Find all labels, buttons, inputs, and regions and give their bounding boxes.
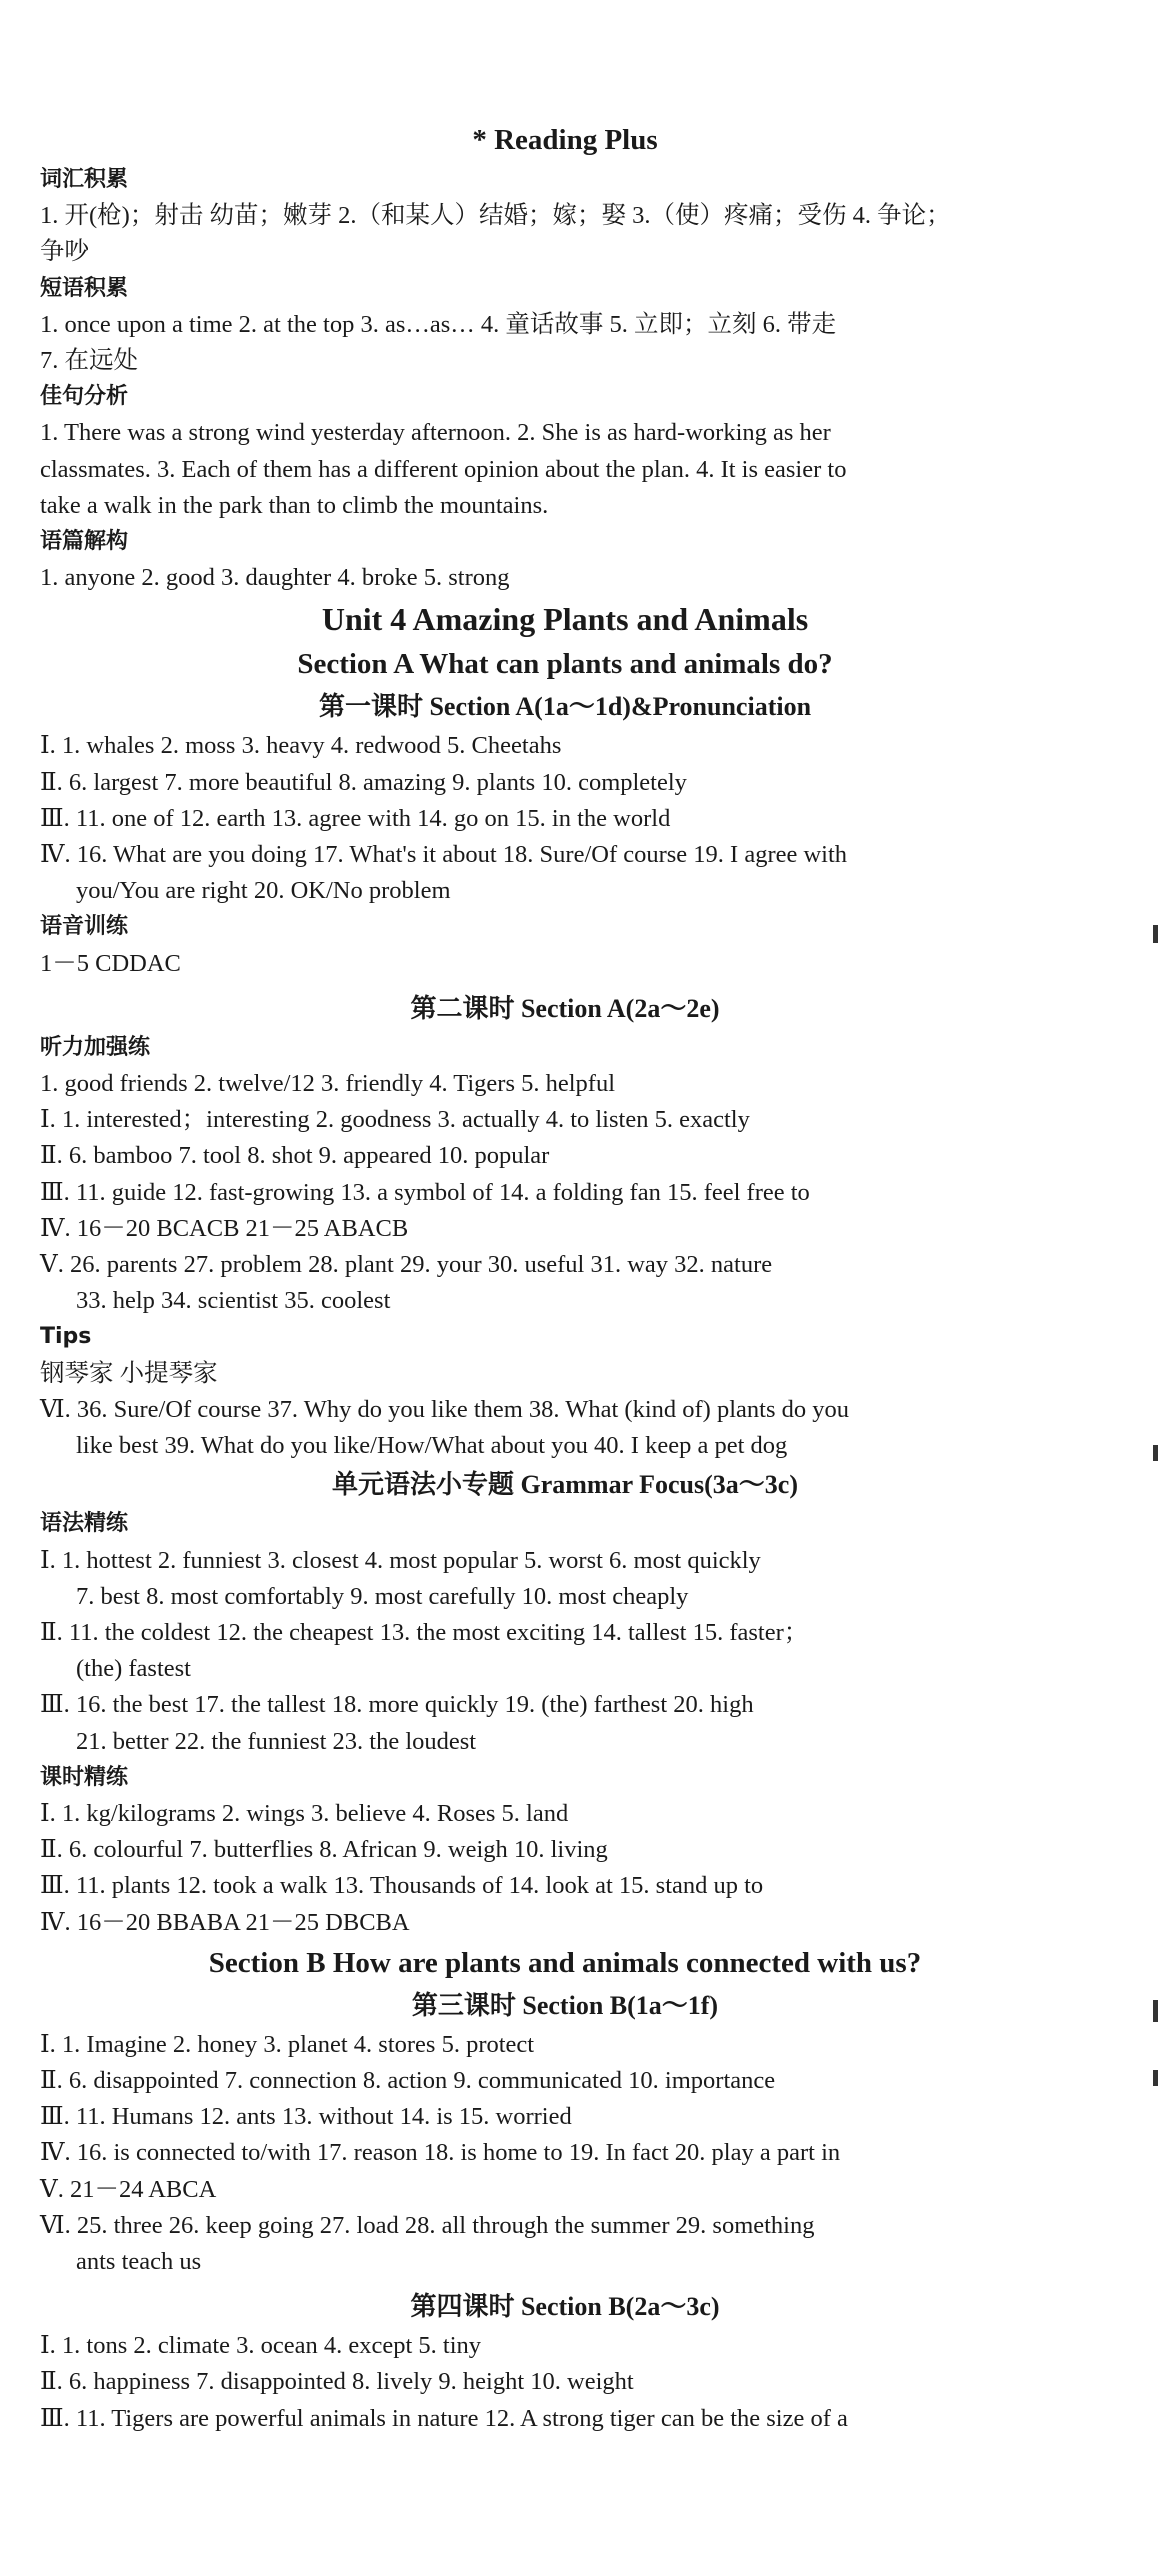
answer-line: Ⅱ. 6. disappointed 7. connection 8. action 9. communicated 10. importance (40, 2066, 776, 2094)
answer-line: Ⅲ. 11. guide 12. fast-growing 13. a symbol of 14. a folding fan 15. feel free to (40, 1178, 810, 1206)
margin-mark (1153, 925, 1158, 943)
answer-line: Ⅱ. 11. the coldest 12. the cheapest 13. the most exciting 14. tallest 15. faster； (40, 1618, 809, 1646)
answer-line: Ⅲ. 16. the best 17. the tallest 18. more quickly 19. (the) farthest 20. high (40, 1691, 754, 1719)
answer-line: Ⅲ. 11. Humans 12. ants 13. without 14. is 15. worried (40, 2103, 572, 2131)
answer-line: Ⅰ. 1. kg/kilograms 2. wings 3. believe 4. Roses 5. land (40, 1799, 569, 1827)
answer-line: Ⅰ. 1. whales 2. moss 3. heavy 4. redwood 5. Cheetahs (40, 732, 562, 760)
answer-line: Ⅵ. 25. three 26. keep going 27. load 28. all through the summer 29. something (40, 2211, 815, 2239)
section-heading: 语篇解构 (40, 529, 129, 555)
lesson-title: 第三课时 Section B(1a～1f) (411, 1990, 719, 2020)
answer-line: Ⅳ. 16－20 BCACB 21－25 ABACB (40, 1214, 409, 1242)
grammar-title: 单元语法小专题 Grammar Focus(3a～3c) (331, 1470, 798, 1500)
answer-line: Ⅰ. 1. hottest 2. funniest 3. closest 4. most popular 5. worst 6. most quickly (40, 1546, 761, 1574)
section-heading: 听力加强练 (40, 1034, 151, 1060)
answer-line: Ⅱ. 6. bamboo 7. tool 8. shot 9. appeared 10. popular (40, 1142, 550, 1170)
answer-line: you/You are right 20. OK/No problem (76, 877, 451, 905)
answer-line: 1－5 CDDAC (40, 949, 181, 977)
answer-line: 7. best 8. most comfortably 9. most carefully 10. most cheaply (76, 1582, 689, 1610)
section-heading: 语音训练 (40, 914, 129, 940)
answer-line: 1. good friends 2. twelve/12 3. friendly 4. Tigers 5. helpful (40, 1070, 616, 1098)
section-heading: 短语积累 (40, 275, 129, 301)
answer-line: Ⅵ. 36. Sure/Of course 37. Why do you like them 38. What (kind of) plants do you (40, 1395, 849, 1423)
answer-line: Ⅰ. 1. tons 2. climate 3. ocean 4. except 5. tiny (40, 2332, 482, 2360)
answer-content (40, 118, 1090, 2437)
answer-line: Ⅱ. 6. colourful 7. butterflies 8. African 9. weigh 10. living (40, 1836, 608, 1864)
reading-plus-title: * Reading Plus (472, 124, 658, 156)
section-heading: Tips (40, 1324, 92, 1350)
answer-line: ants teach us (76, 2247, 202, 2275)
answer-line: Ⅲ. 11. plants 12. took a walk 13. Thousands of 14. look at 15. stand up to (40, 1872, 764, 1900)
answer-line: Ⅲ. 11. one of 12. earth 13. agree with 14. go on 15. in the world (40, 804, 671, 832)
lesson-title: 第一课时 Section A(1a～1d)&Pronunciation (318, 692, 812, 722)
answer-line: like best 39. What do you like/How/What about you 40. I keep a pet dog (76, 1432, 788, 1460)
section-heading: 课时精练 (40, 1764, 129, 1790)
lesson-title: 第二课时 Section A(2a～2e) (410, 993, 720, 1023)
answer-line: 争吵 (40, 238, 89, 266)
answer-line: Ⅳ. 16－20 BBABA 21－25 DBCBA (40, 1908, 410, 1936)
answer-line: Ⅱ. 6. happiness 7. disappointed 8. lively 9. height 10. weight (40, 2368, 634, 2396)
section-b-title: Section B How are plants and animals connected with us? (208, 1946, 922, 1979)
answer-line: 1. once upon a time 2. at the top 3. as…as… 4. 童话故事 5. 立即；立刻 6. 带走 (40, 310, 837, 338)
answer-line: Ⅴ. 21－24 ABCA (40, 2175, 217, 2203)
answer-line: take a walk in the park than to climb the mountains. (40, 491, 549, 519)
answer-line: 1. 开(枪)；射击 幼苗；嫩芽 2.（和某人）结婚；嫁；娶 3.（使）疼痛；受伤 4. 争论； (40, 202, 951, 230)
answer-line: 7. 在远处 (40, 347, 138, 375)
answer-line: 1. anyone 2. good 3. daughter 4. broke 5. strong (40, 564, 510, 592)
section-heading: 佳句分析 (40, 384, 129, 410)
answer-line: Ⅰ. 1. interested；interesting 2. goodness 3. actually 4. to listen 5. exactly (40, 1106, 750, 1134)
section-heading: 词汇积累 (40, 167, 129, 192)
answer-line: 1. There was a strong wind yesterday afternoon. 2. She is as hard-working as her (40, 419, 831, 447)
answer-line: Ⅱ. 6. largest 7. more beautiful 8. amazing 9. plants 10. completely (40, 768, 687, 796)
answer-line: 21. better 22. the funniest 23. the loudest (76, 1727, 477, 1755)
answer-line: Ⅳ. 16. is connected to/with 17. reason 18. is home to 19. In fact 20. play a part in (40, 2139, 841, 2167)
answer-line: Ⅰ. 1. Imagine 2. honey 3. planet 4. stores 5. protect (40, 2030, 535, 2058)
section-a-title: Section A What can plants and animals do? (297, 648, 833, 681)
section-heading: 语法精练 (40, 1511, 129, 1537)
answer-line: Ⅳ. 16. What are you doing 17. What's it about 18. Sure/Of course 19. I agree with (40, 841, 848, 869)
lesson-title: 第四课时 Section B(2a～3c) (410, 2292, 720, 2322)
answer-line: Ⅲ. 11. Tigers are powerful animals in nature 12. A strong tiger can be the size of a (40, 2404, 848, 2432)
answer-line: 33. help 34. scientist 35. coolest (76, 1287, 391, 1315)
margin-mark (1153, 2000, 1158, 2022)
answer-line: 钢琴家 小提琴家 (40, 1359, 218, 1387)
answer-line: classmates. 3. Each of them has a different opinion about the plan. 4. It is easier to (40, 455, 847, 483)
margin-mark (1153, 1445, 1158, 1461)
unit-title: Unit 4 Amazing Plants and Animals (321, 601, 809, 638)
answer-line: (the) fastest (76, 1655, 191, 1683)
margin-mark (1153, 2070, 1158, 2086)
answer-line: Ⅴ. 26. parents 27. problem 28. plant 29. your 30. useful 31. way 32. nature (40, 1251, 773, 1279)
